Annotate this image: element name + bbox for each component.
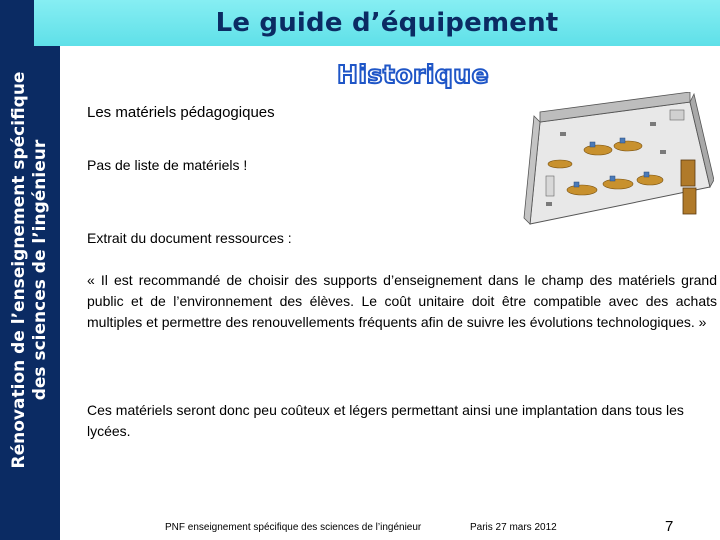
footer-event-name: PNF enseignement spécifique des sciences de l’ingénieur bbox=[165, 522, 422, 533]
footer-date: Paris 27 mars 2012 bbox=[470, 522, 557, 533]
paragraph-no-list: Pas de liste de matériels ! bbox=[87, 157, 248, 173]
paragraph-quote: « Il est recommandé de choisir des supports d’enseignement dans le champ des matériels grand public et de l’environnement des élèves. Le coût unitaire doit être compatible avec des achats multiples et permettre des renouvellements fréquents afin de suivre les évolutions technologiques. » bbox=[87, 272, 717, 330]
paragraph-extract-intro: Extrait du document ressources : bbox=[87, 230, 292, 246]
side-band-line1: Rénovation de l’enseignement spécifique bbox=[9, 71, 29, 469]
page-title: Le guide d’équipement bbox=[215, 8, 559, 38]
section-title: Historique bbox=[337, 60, 490, 89]
side-band bbox=[0, 0, 60, 540]
paragraph-conclusion: Ces matériels seront donc peu coûteux et légers permettant ainsi une implantation dans tous les lycées. bbox=[87, 402, 684, 439]
title-bar bbox=[34, 0, 720, 46]
side-band-title bbox=[0, 0, 60, 540]
page-number: 7 bbox=[665, 518, 674, 535]
classroom-illustration bbox=[500, 92, 714, 232]
subheading: Les matériels pédagogiques bbox=[87, 104, 275, 121]
side-band-line2: des sciences de l’ingénieur bbox=[30, 139, 50, 401]
